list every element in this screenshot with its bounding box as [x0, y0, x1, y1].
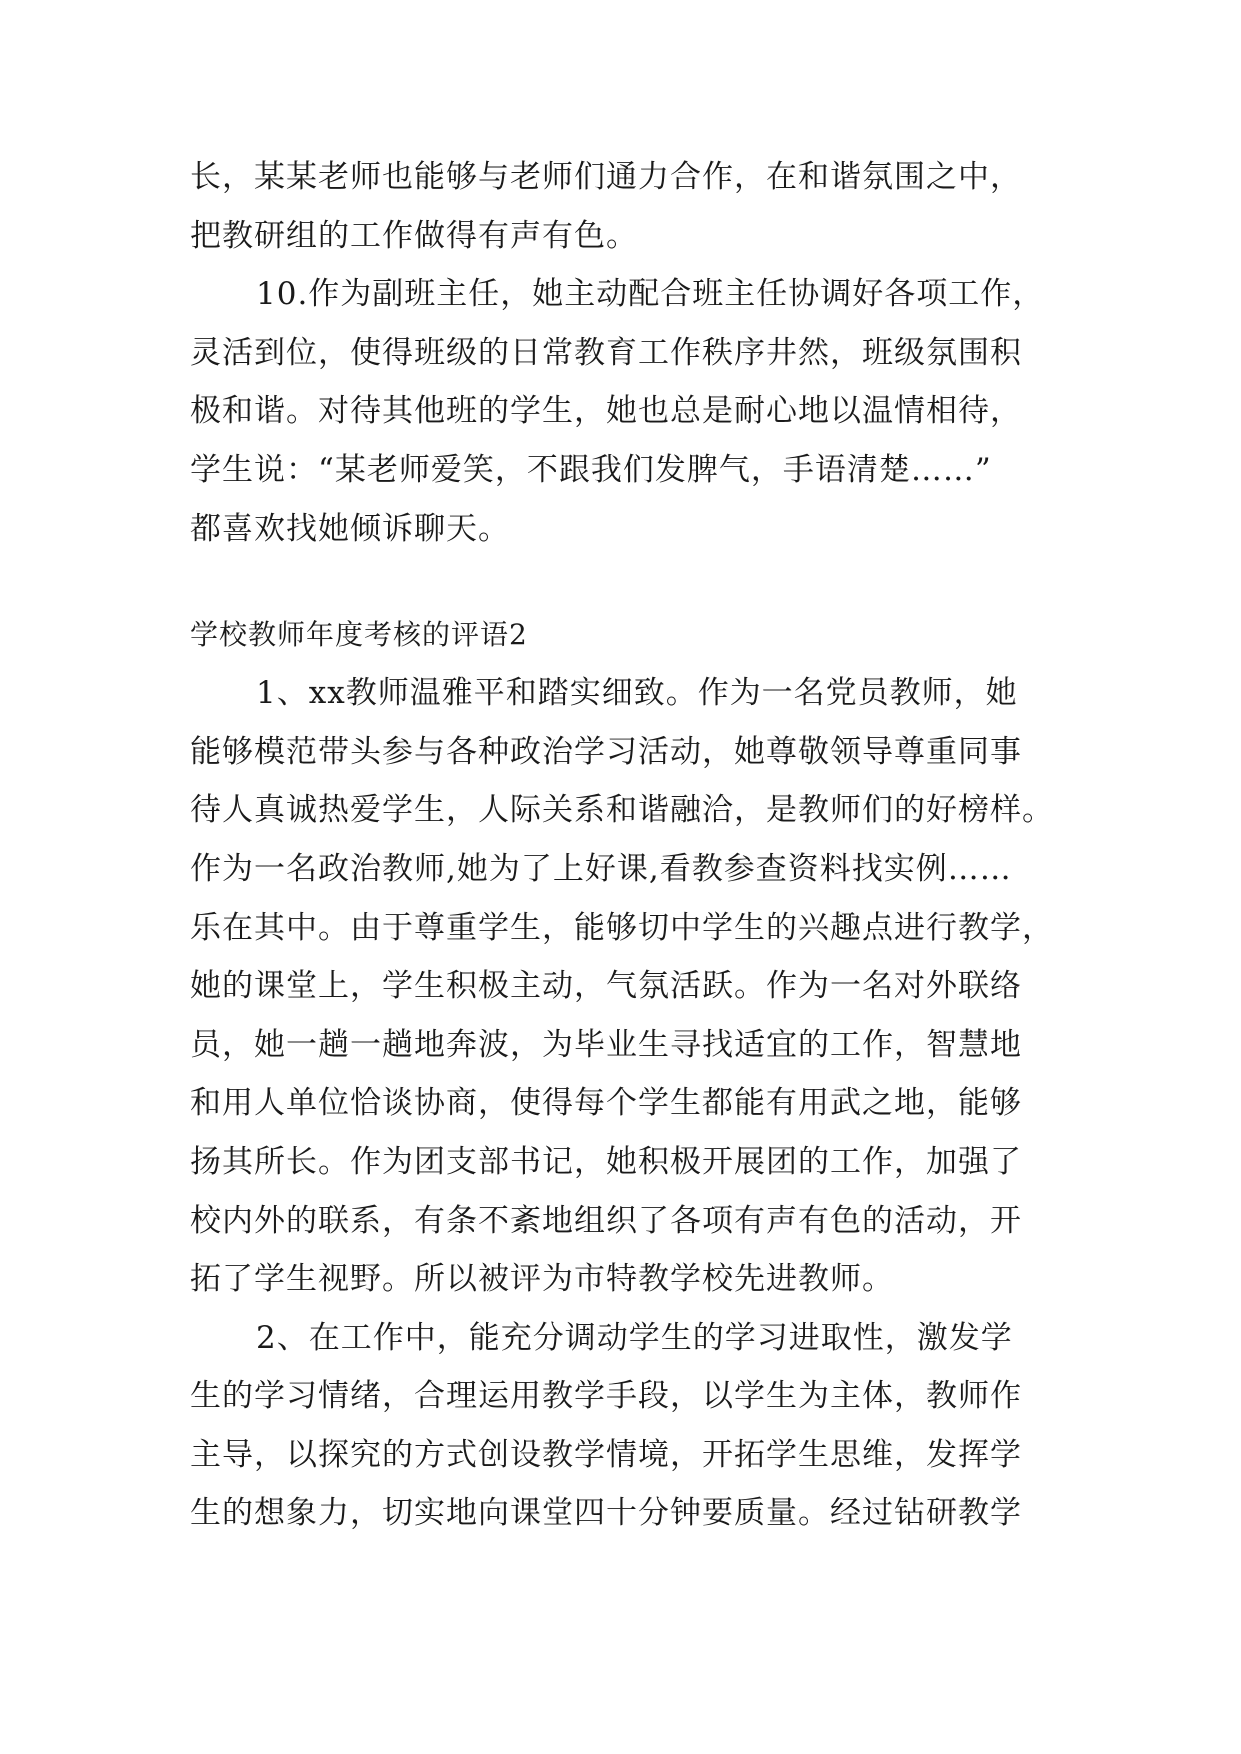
text-line: 和用人单位恰谈协商，使得每个学生都能有用武之地，能够 — [190, 1085, 1022, 1122]
text-line: 乐在其中。由于尊重学生，能够切中学生的兴趣点进行教学， — [190, 909, 1054, 946]
text-line: 生的想象力，切实地向课堂四十分钟要质量。经过钻研教学 — [190, 1495, 1022, 1532]
text-line: 把教研组的工作做得有声有色。 — [190, 217, 638, 254]
text-line: 待人真诚热爱学生，人际关系和谐融洽，是教师们的好榜样。 — [190, 792, 1054, 829]
text-line: 学生说：“某老师爱笑，不跟我们发脾气，手语清楚……” — [190, 451, 992, 488]
text-line: 拓了学生视野。所以被评为市特教学校先进教师。 — [190, 1261, 894, 1298]
text-line: 校内外的联系，有条不紊地组织了各项有声有色的活动，开 — [190, 1202, 1022, 1239]
paragraph-item-2 — [190, 1309, 1050, 1543]
paragraph-item-10 — [190, 265, 1050, 558]
spacer — [190, 558, 1050, 606]
text-line: 1、xx教师温雅平和踏实细致。作为一名党员教师，她 — [256, 675, 1018, 712]
text-line: 作为一名政治教师,她为了上好课,看教参查资料找实例…… — [190, 850, 1012, 887]
paragraph-continuation — [190, 148, 1050, 265]
paragraph-item-1 — [190, 664, 1054, 1309]
text-line: 长，某某老师也能够与老师们通力合作，在和谐氛围之中， — [190, 159, 1022, 195]
text-line: 她的课堂上，学生积极主动，气氛活跃。作为一名对外联络 — [190, 968, 1022, 1005]
text-line: 2、在工作中，能充分调动学生的学习进取性，激发学 — [256, 1319, 1013, 1356]
text-line: 灵活到位，使得班级的日常教育工作秩序井然，班级氛围积 — [190, 334, 1022, 371]
section-heading: 学校教师年度考核的评语2 — [190, 618, 528, 652]
text-line: 主导，以探究的方式创设教学情境，开拓学生思维，发挥学 — [190, 1436, 1022, 1473]
text-line: 都喜欢找她倾诉聊天。 — [190, 510, 510, 547]
text-line: 极和谐。对待其他班的学生，她也总是耐心地以温情相待， — [190, 393, 1022, 430]
text-line: 10.作为副班主任，她主动配合班主任协调好各项工作， — [256, 276, 1045, 313]
document-page — [190, 148, 1054, 1543]
text-line: 扬其所长。作为团支部书记，她积极开展团的工作，加强了 — [190, 1143, 1022, 1180]
text-line: 生的学习情绪，合理运用教学手段，以学生为主体，教师作 — [190, 1378, 1022, 1415]
text-line: 员，她一趟一趟地奔波，为毕业生寻找适宜的工作，智慧地 — [190, 1026, 1022, 1063]
text-line: 能够模范带头参与各种政治学习活动，她尊敬领导尊重同事 — [190, 733, 1022, 770]
